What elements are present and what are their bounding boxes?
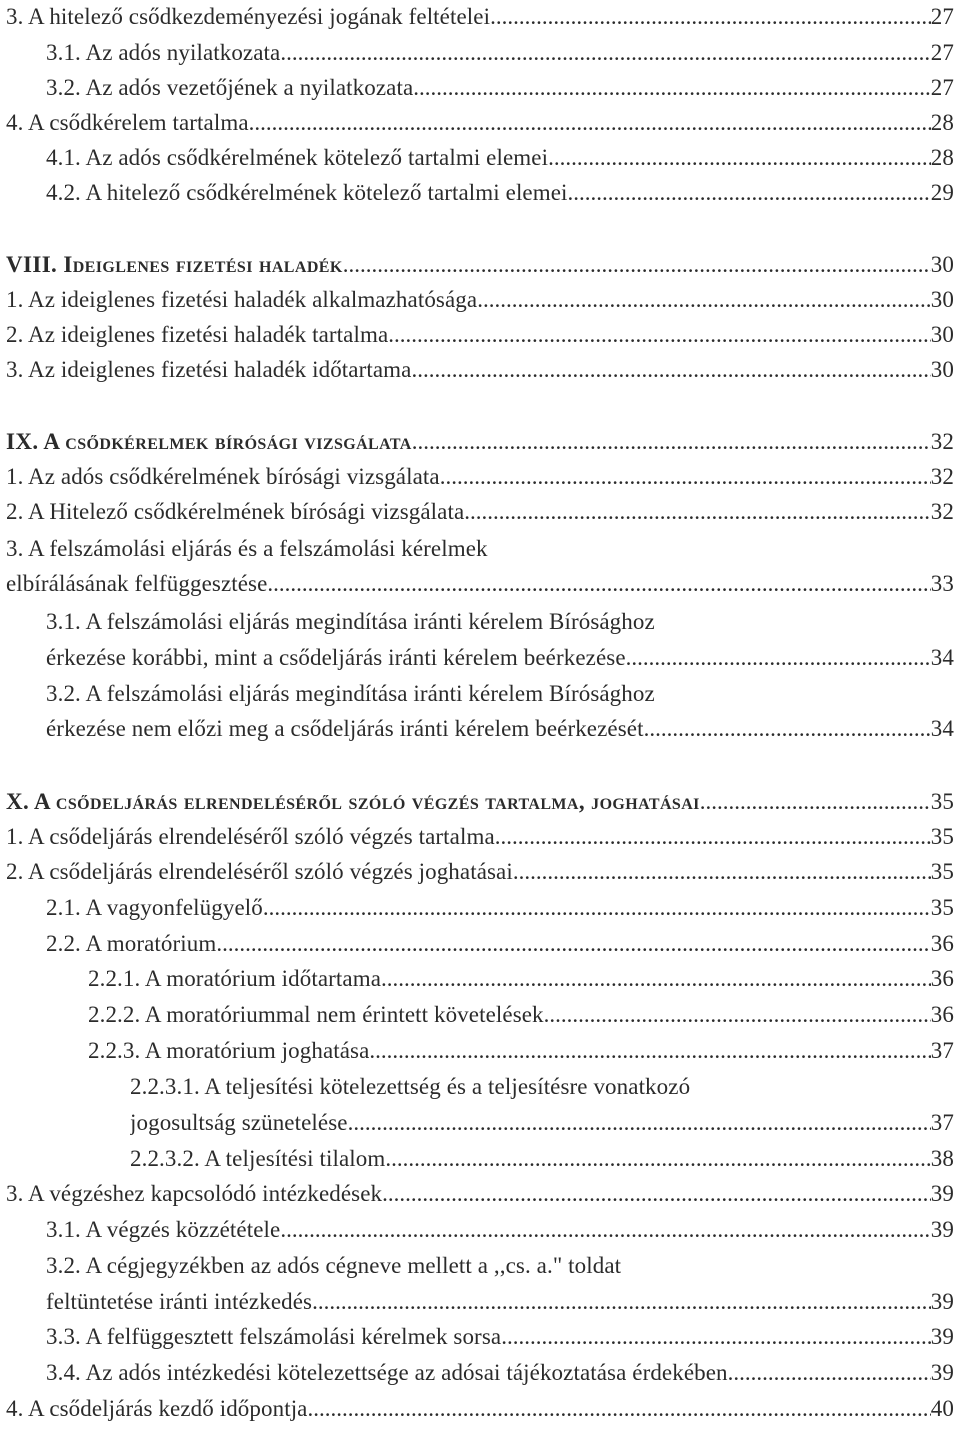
toc-entry-title: 3.1. Az adós nyilatkozata (46, 40, 281, 65)
toc-entry (46, 36, 954, 70)
toc-page-number: 39 (930, 1324, 954, 1349)
toc-entry (46, 641, 954, 675)
toc-page-number: 29 (930, 180, 954, 205)
toc-page-number: 39 (930, 1217, 954, 1242)
dot-leader (369, 1034, 930, 1068)
toc-entry-title: 3.2. A cégjegyzékben az adós cégneve mellett a ,,cs. a." toldat (46, 1253, 622, 1278)
toc-entry-title: 2.2.3.1. A teljesítési kötelezettség és a teljesítésre vonatkozó (130, 1074, 691, 1099)
toc-page-number: 35 (930, 859, 954, 884)
toc-page-number: 36 (930, 931, 954, 956)
toc-entry-title: VIII. Ideiglenes fizetési haladék (6, 252, 343, 277)
toc-entry (46, 1356, 954, 1390)
toc-entry-title: érkezése korábbi, mint a csődeljárás iránti kérelem beérkezése (46, 645, 626, 670)
toc-entry (46, 141, 954, 175)
toc-page-number: 27 (930, 4, 954, 29)
toc-entry (46, 176, 954, 210)
toc-page-number: 32 (930, 429, 954, 454)
toc-entry-title: 3.4. Az adós intézkedési kötelezettsége az adósai tájékoztatása érdekében (46, 1360, 728, 1385)
toc-entry-title: X. A csődeljárás elrendeléséről szóló végzés tartalma, joghatásai (6, 789, 700, 814)
toc-entry-title: 1. Az adós csődkérelmének bírósági vizsgálata (6, 464, 440, 489)
toc-entry-title: jogosultság szünetelése (130, 1110, 348, 1135)
toc-entry (88, 962, 954, 996)
dot-leader (280, 36, 930, 70)
toc-entry-line (130, 1070, 954, 1104)
toc-entry (6, 855, 954, 889)
toc-page-number: 30 (930, 287, 954, 312)
toc-page-number: 38 (930, 1146, 954, 1171)
toc-entry (6, 106, 954, 140)
toc-entry (88, 998, 954, 1032)
toc-entry (6, 0, 954, 34)
toc-entry-title: feltüntetése iránti intézkedés (46, 1289, 313, 1314)
toc-entry (46, 1285, 954, 1319)
toc-entry-title: 2.2.2. A moratóriummal nem érintett követelések (88, 1002, 544, 1027)
toc-entry (6, 495, 954, 529)
toc-page-number: 39 (930, 1289, 954, 1314)
toc-entry-title: 2.2.3. A moratórium joghatása (88, 1038, 370, 1063)
toc-entry (6, 460, 954, 494)
dot-leader (280, 1213, 930, 1247)
toc-entry-line (6, 532, 954, 566)
toc-page-number: 27 (930, 75, 954, 100)
toc-page-number: 35 (930, 895, 954, 920)
toc-entry-title: 1. A csődeljárás elrendeléséről szóló végzés tartalma (6, 824, 495, 849)
toc-page-number: 32 (930, 464, 954, 489)
dot-leader (381, 962, 931, 996)
dot-leader (490, 0, 931, 34)
dot-leader (513, 855, 931, 889)
toc-entry (46, 927, 954, 961)
dot-leader (267, 567, 930, 601)
toc-page-number: 28 (930, 145, 954, 170)
toc-page-number: 30 (930, 322, 954, 347)
dot-leader (644, 712, 931, 746)
toc-entry-title: 3. A felszámolási eljárás és a felszámolási kérelmek (6, 536, 488, 561)
toc-page-number: 30 (930, 252, 954, 277)
toc-entry (6, 820, 954, 854)
toc-entry-title: 2.2.1. A moratórium időtartama (88, 966, 382, 991)
toc-page-number: 32 (930, 499, 954, 524)
toc-page-number: 34 (930, 645, 954, 670)
toc-entry (46, 71, 954, 105)
dot-leader (388, 318, 931, 352)
toc-entry (6, 283, 954, 317)
dot-leader (385, 1142, 930, 1176)
dot-leader (263, 891, 931, 925)
toc-entry-title: 1. Az ideiglenes fizetési haladék alkalmazhatósága (6, 287, 478, 312)
toc-entry-title: 2. A csődeljárás elrendeléséről szóló végzés joghatásai (6, 859, 513, 884)
toc-page-number: 35 (930, 789, 954, 814)
toc-page-number: 39 (930, 1360, 954, 1385)
toc-page-number: 39 (930, 1181, 954, 1206)
dot-leader (382, 1177, 931, 1211)
toc-entry-title: 2.2.3.2. A teljesítési tilalom (130, 1146, 386, 1171)
toc-entry (46, 712, 954, 746)
dot-leader (343, 248, 931, 282)
toc-entry (88, 1034, 954, 1068)
toc-page-number: 28 (930, 110, 954, 135)
toc-entry (6, 1177, 954, 1211)
toc-entry-title: 3. A végzéshez kapcsolódó intézkedések (6, 1181, 383, 1206)
toc-entry-title: IX. A csődkérelmek bírósági vizsgálata (6, 429, 412, 454)
toc-entry-title: 4. A csődkérelem tartalma (6, 110, 249, 135)
toc-entry-title: 3.2. A felszámolási eljárás megindítása iránti kérelem Bírósághoz (46, 681, 655, 706)
dot-leader (568, 176, 931, 210)
toc-entry-title: 3. Az ideiglenes fizetési haladék időtartama (6, 357, 412, 382)
dot-leader (626, 641, 931, 675)
toc-page-number: 40 (930, 1396, 954, 1421)
dot-leader (501, 1320, 931, 1354)
toc-page-number: 37 (930, 1110, 954, 1135)
toc-entry (6, 567, 954, 601)
dot-leader (413, 71, 931, 105)
toc-entry-title: 3.1. A felszámolási eljárás megindítása iránti kérelem Bírósághoz (46, 609, 655, 634)
toc-entry-title: 3.1. A végzés közzététele (46, 1217, 281, 1242)
dot-leader (440, 460, 931, 494)
toc-page-number: 27 (930, 40, 954, 65)
toc-entry-title: 2. Az ideiglenes fizetési haladék tartalma (6, 322, 389, 347)
dot-leader (728, 1356, 931, 1390)
toc-entry (46, 1213, 954, 1247)
toc-page-number: 37 (930, 1038, 954, 1063)
toc-entry-title: 4.1. Az adós csődkérelmének kötelező tartalmi elemei (46, 145, 549, 170)
dot-leader (700, 785, 931, 819)
toc-entry-title: 3. A hitelező csődkezdeményezési jogának feltételei (6, 4, 491, 29)
toc-page-number: 34 (930, 716, 954, 741)
toc-page-number: 35 (930, 824, 954, 849)
dot-leader (495, 820, 931, 854)
toc-chapter-heading (6, 425, 954, 459)
toc-entry-line (46, 605, 954, 639)
toc-entry-line (46, 677, 954, 711)
toc-page-number: 30 (930, 357, 954, 382)
toc-page-number: 33 (930, 571, 954, 596)
dot-leader (216, 927, 930, 961)
toc-entry-title: 4.2. A hitelező csődkérelmének kötelező tartalmi elemei (46, 180, 568, 205)
dot-leader (312, 1285, 931, 1319)
toc-entry-title: 2. A Hitelező csődkérelmének bírósági vizsgálata (6, 499, 465, 524)
toc-entry (6, 318, 954, 352)
toc-entry (46, 1320, 954, 1354)
dot-leader (348, 1106, 931, 1140)
dot-leader (411, 353, 930, 387)
dot-leader (477, 283, 931, 317)
toc-entry-title: érkezése nem előzi meg a csődeljárás iránti kérelem beérkezését (46, 716, 644, 741)
toc-entry-title: 2.2. A moratórium (46, 931, 217, 956)
toc-entry (6, 353, 954, 387)
toc-entry (130, 1106, 954, 1140)
toc-entry (46, 891, 954, 925)
toc-chapter-heading (6, 248, 954, 282)
toc-chapter-heading (6, 785, 954, 819)
toc-page-number: 36 (930, 966, 954, 991)
dot-leader (249, 106, 931, 140)
dot-leader (544, 998, 931, 1032)
toc-entry (6, 1392, 954, 1426)
toc-entry-title: 3.2. Az adós vezetőjének a nyilatkozata (46, 75, 414, 100)
toc-entry-line (46, 1249, 954, 1283)
toc-page-number: 36 (930, 1002, 954, 1027)
dot-leader (464, 495, 931, 529)
toc-entry-title: elbírálásának felfüggesztése (6, 571, 268, 596)
toc-entry-title: 3.3. A felfüggesztett felszámolási kérelmek sorsa (46, 1324, 502, 1349)
toc-entry-title: 4. A csődeljárás kezdő időpontja (6, 1396, 308, 1421)
dot-leader (308, 1392, 931, 1426)
toc-entry-title: 2.1. A vagyonfelügyelő (46, 895, 263, 920)
toc-entry (130, 1142, 954, 1176)
dot-leader (412, 425, 931, 459)
dot-leader (548, 141, 931, 175)
